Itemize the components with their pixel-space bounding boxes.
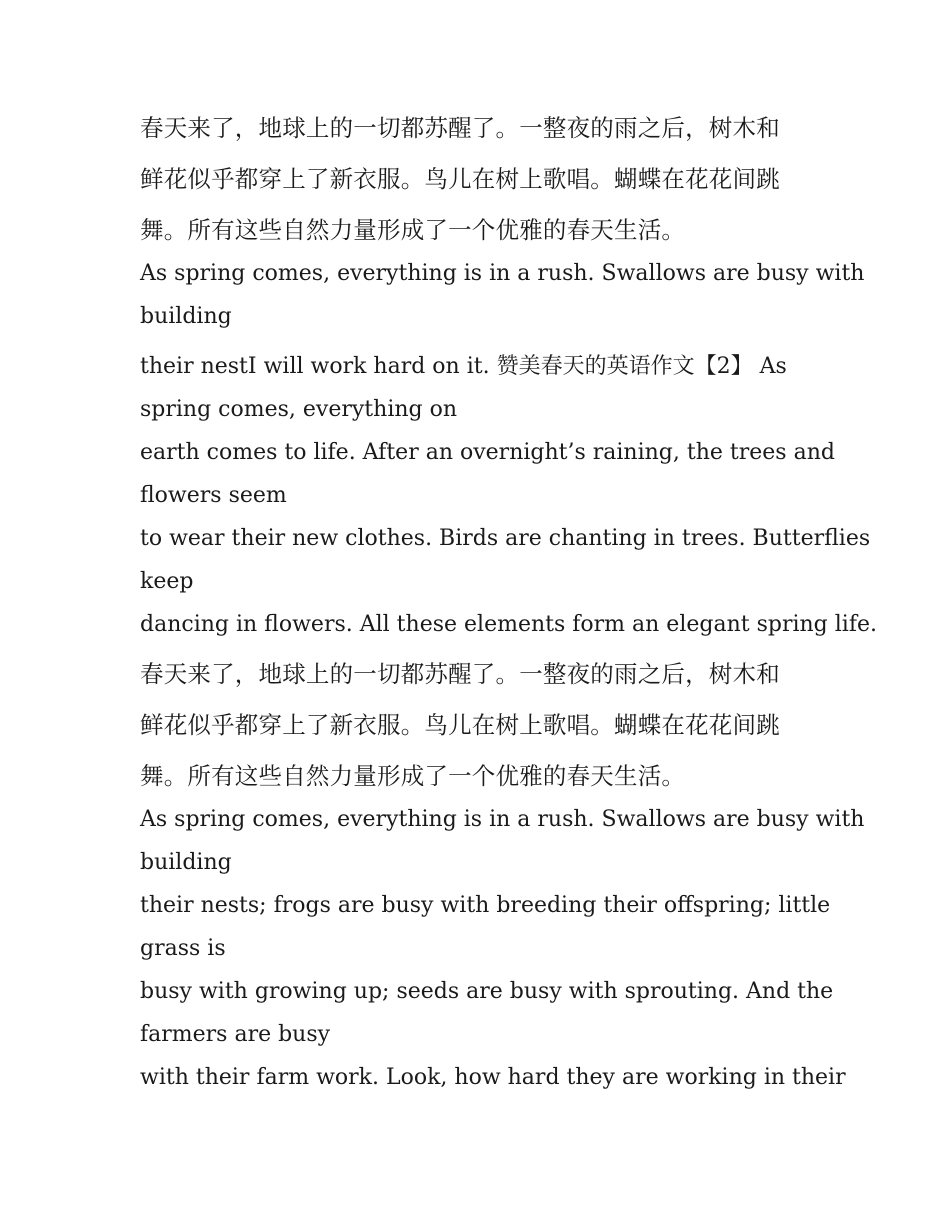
paragraph-line: their nestI will work hard on it. 赞美春天的英语作文【2】 As [140, 354, 787, 379]
paragraph-line: building [140, 304, 232, 329]
paragraph-line: 春天来了，地球上的一切都苏醒了。一整夜的雨之后，树木和 [140, 660, 780, 688]
paragraph-line: their nests; frogs are busy with breeding their offspring; little [140, 893, 831, 918]
paragraph-line: farmers are busy [140, 1022, 331, 1047]
paragraph-line: 舞。所有这些自然力量形成了一个优雅的春天生活。 [140, 762, 686, 790]
paragraph-line: As spring comes, everything is in a rush. Swallows are busy with [140, 261, 865, 286]
paragraph-line: keep [140, 569, 194, 594]
paragraph-line: spring comes, everything on [140, 397, 458, 422]
paragraph-line: building [140, 850, 232, 875]
paragraph-line: flowers seem [140, 483, 287, 508]
paragraph-line: As spring comes, everything is in a rush. Swallows are busy with [140, 807, 865, 832]
paragraph-line: earth comes to life. After an overnight’s raining, the trees and [140, 440, 835, 465]
paragraph-line: 春天来了，地球上的一切都苏醒了。一整夜的雨之后，树木和 [140, 114, 780, 142]
paragraph-line: 鲜花似乎都穿上了新衣服。鸟儿在树上歌唱。蝴蝶在花花间跳 [140, 711, 780, 739]
paragraph-line: busy with growing up; seeds are busy with sprouting. And the [140, 979, 834, 1004]
paragraph-line: 舞。所有这些自然力量形成了一个优雅的春天生活。 [140, 216, 686, 244]
paragraph-line: with their farm work. Look, how hard they are working in their [140, 1065, 846, 1090]
paragraph-line: dancing in flowers. All these elements form an elegant spring life. [140, 612, 877, 637]
paragraph-line: to wear their new clothes. Birds are chanting in trees. Butterflies [140, 526, 871, 551]
paragraph-line: grass is [140, 936, 226, 961]
paragraph-line: 鲜花似乎都穿上了新衣服。鸟儿在树上歌唱。蝴蝶在花花间跳 [140, 165, 780, 193]
